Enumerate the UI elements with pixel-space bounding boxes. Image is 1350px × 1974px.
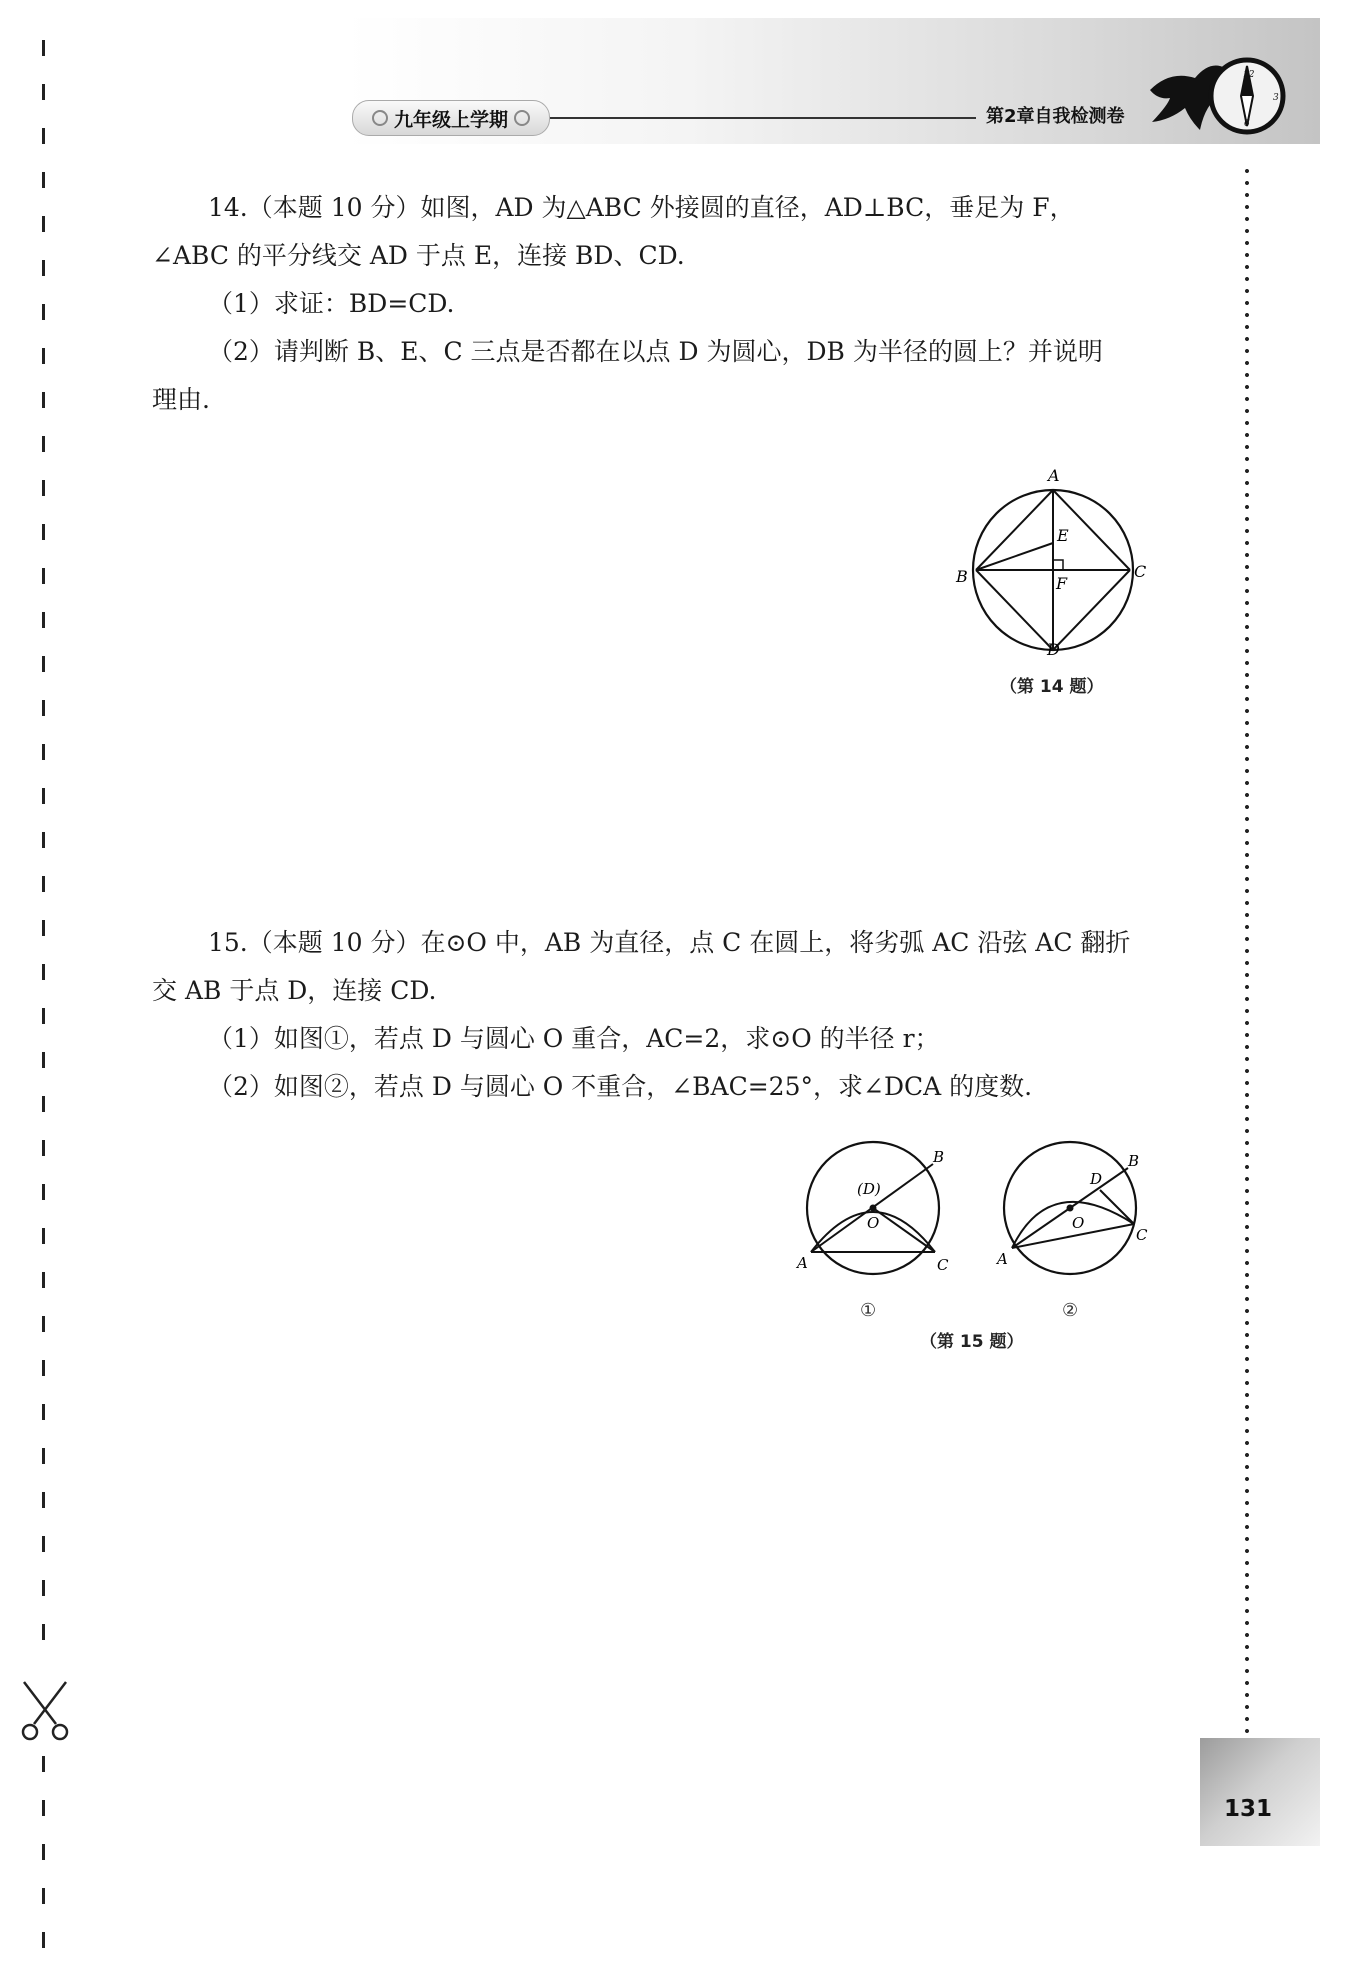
label-O: O: [1072, 1214, 1085, 1232]
grade-badge: [352, 100, 550, 136]
label-A: A: [797, 1254, 808, 1272]
q14-part2-line2: 理由.: [152, 385, 210, 414]
cut-line-dash: [42, 788, 45, 804]
q15-stem-line1: 15.（本题 10 分）在⊙O 中，AB 为直径，点 C 在圆上，将劣弧 AC 沿弦 AC 翻折: [208, 928, 1131, 957]
svg-text:6: 6: [1244, 119, 1250, 129]
label-C: C: [1134, 562, 1147, 581]
cut-line-dash: [42, 1624, 45, 1640]
chapter-title: 第2章自我检测卷: [986, 106, 1125, 127]
cut-line-dash: [42, 1008, 45, 1024]
cut-line-dash: [42, 744, 45, 760]
cut-line-dash: [42, 128, 45, 144]
cut-line-dash: [42, 832, 45, 848]
label-B: B: [933, 1148, 945, 1166]
cut-line-dash: [42, 1800, 45, 1816]
q15-figure-2-label: ②: [1062, 1300, 1079, 1321]
cut-line-dash: [42, 1756, 45, 1772]
label-B: B: [956, 567, 968, 586]
label-A: A: [997, 1250, 1008, 1268]
q15-part1: （1）如图①，若点 D 与圆心 O 重合，AC=2，求⊙O 的半径 r；: [208, 1024, 940, 1053]
cut-line-dash: [42, 1228, 45, 1244]
label-C: C: [1136, 1226, 1148, 1244]
cut-line-dash: [42, 304, 45, 320]
cut-line-dash: [42, 964, 45, 980]
header-rule: [548, 117, 976, 119]
scissors-icon: [18, 1680, 72, 1742]
cut-line-dash: [42, 1448, 45, 1464]
cut-line-dash: [42, 1360, 45, 1376]
pill-dot-icon: [514, 110, 530, 126]
label-D: (D): [857, 1180, 881, 1198]
q14-stem-line1: 14.（本题 10 分）如图，AD 为△ABC 外接圆的直径，AD⊥BC，垂足为 F，: [208, 193, 1075, 222]
label-C: C: [937, 1256, 949, 1274]
cut-line-dash: [42, 1888, 45, 1904]
page-number-tab: [1200, 1738, 1320, 1846]
cut-line-dash: [42, 1184, 45, 1200]
cut-line-dash: [42, 480, 45, 496]
label-D: D: [1090, 1170, 1103, 1188]
q14-stem-line2: ∠ABC 的平分线交 AD 于点 E，连接 BD、CD.: [152, 241, 685, 270]
cut-line-dash: [42, 1096, 45, 1112]
cut-line-dash: [42, 216, 45, 232]
page-number: 131: [1224, 1796, 1273, 1822]
cut-line-dash: [42, 524, 45, 540]
runner-compass-icon: [1140, 50, 1290, 140]
cut-line-dash: [42, 1316, 45, 1332]
cut-line-dash: [42, 1844, 45, 1860]
cut-line-dash: [42, 1052, 45, 1068]
cut-line-dash: [42, 700, 45, 716]
cut-line-dash: [42, 568, 45, 584]
svg-text:12: 12: [1243, 70, 1255, 80]
cut-line-dash: [42, 1932, 45, 1948]
q14-figure: [950, 455, 1150, 655]
cut-line-dash: [42, 392, 45, 408]
label-D: D: [1047, 640, 1060, 655]
svg-text:3: 3: [1273, 93, 1279, 103]
grade-label: 九年级上学期: [393, 108, 508, 131]
label-O: O: [867, 1214, 880, 1232]
cut-line-dash: [42, 876, 45, 892]
q15-stem-line2: 交 AB 于点 D，连接 CD.: [152, 976, 437, 1005]
cut-line-dash: [42, 1536, 45, 1552]
q15-figure-2: [990, 1140, 1150, 1290]
cut-line-dash: [42, 1140, 45, 1156]
q15-caption: （第 15 题）: [920, 1332, 1024, 1352]
cut-line-dash: [42, 260, 45, 276]
label-F: F: [1056, 574, 1068, 593]
label-A: A: [1048, 466, 1060, 485]
q15-figure-1: [795, 1140, 955, 1290]
cut-line-dash: [42, 436, 45, 452]
cut-line-dash: [42, 1580, 45, 1596]
q14-part2-line1: （2）请判断 B、E、C 三点是否都在以点 D 为圆心，DB 为半径的圆上？并说明: [208, 337, 1103, 366]
q14-caption: （第 14 题）: [1000, 677, 1104, 697]
cut-line-dash: [42, 348, 45, 364]
cut-line-dash: [42, 920, 45, 936]
cut-line-dash: [42, 1404, 45, 1420]
cut-line-dash: [42, 612, 45, 628]
cut-line-dash: [42, 40, 45, 56]
q15-part2: （2）如图②，若点 D 与圆心 O 不重合，∠BAC=25°，求∠DCA 的度数.: [208, 1072, 1033, 1101]
pill-dot-icon: [372, 110, 388, 126]
dotted-margin-line: [1245, 165, 1249, 1735]
label-B: B: [1128, 1152, 1140, 1170]
label-E: E: [1057, 526, 1069, 545]
cut-line-dash: [42, 656, 45, 672]
cut-line-dash: [42, 84, 45, 100]
cut-line-dash: [42, 1272, 45, 1288]
cut-line-dash: [42, 172, 45, 188]
q15-figure-1-label: ①: [860, 1300, 877, 1321]
q14-part1: （1）求证：BD=CD.: [208, 289, 455, 318]
cut-line-dash: [42, 1492, 45, 1508]
